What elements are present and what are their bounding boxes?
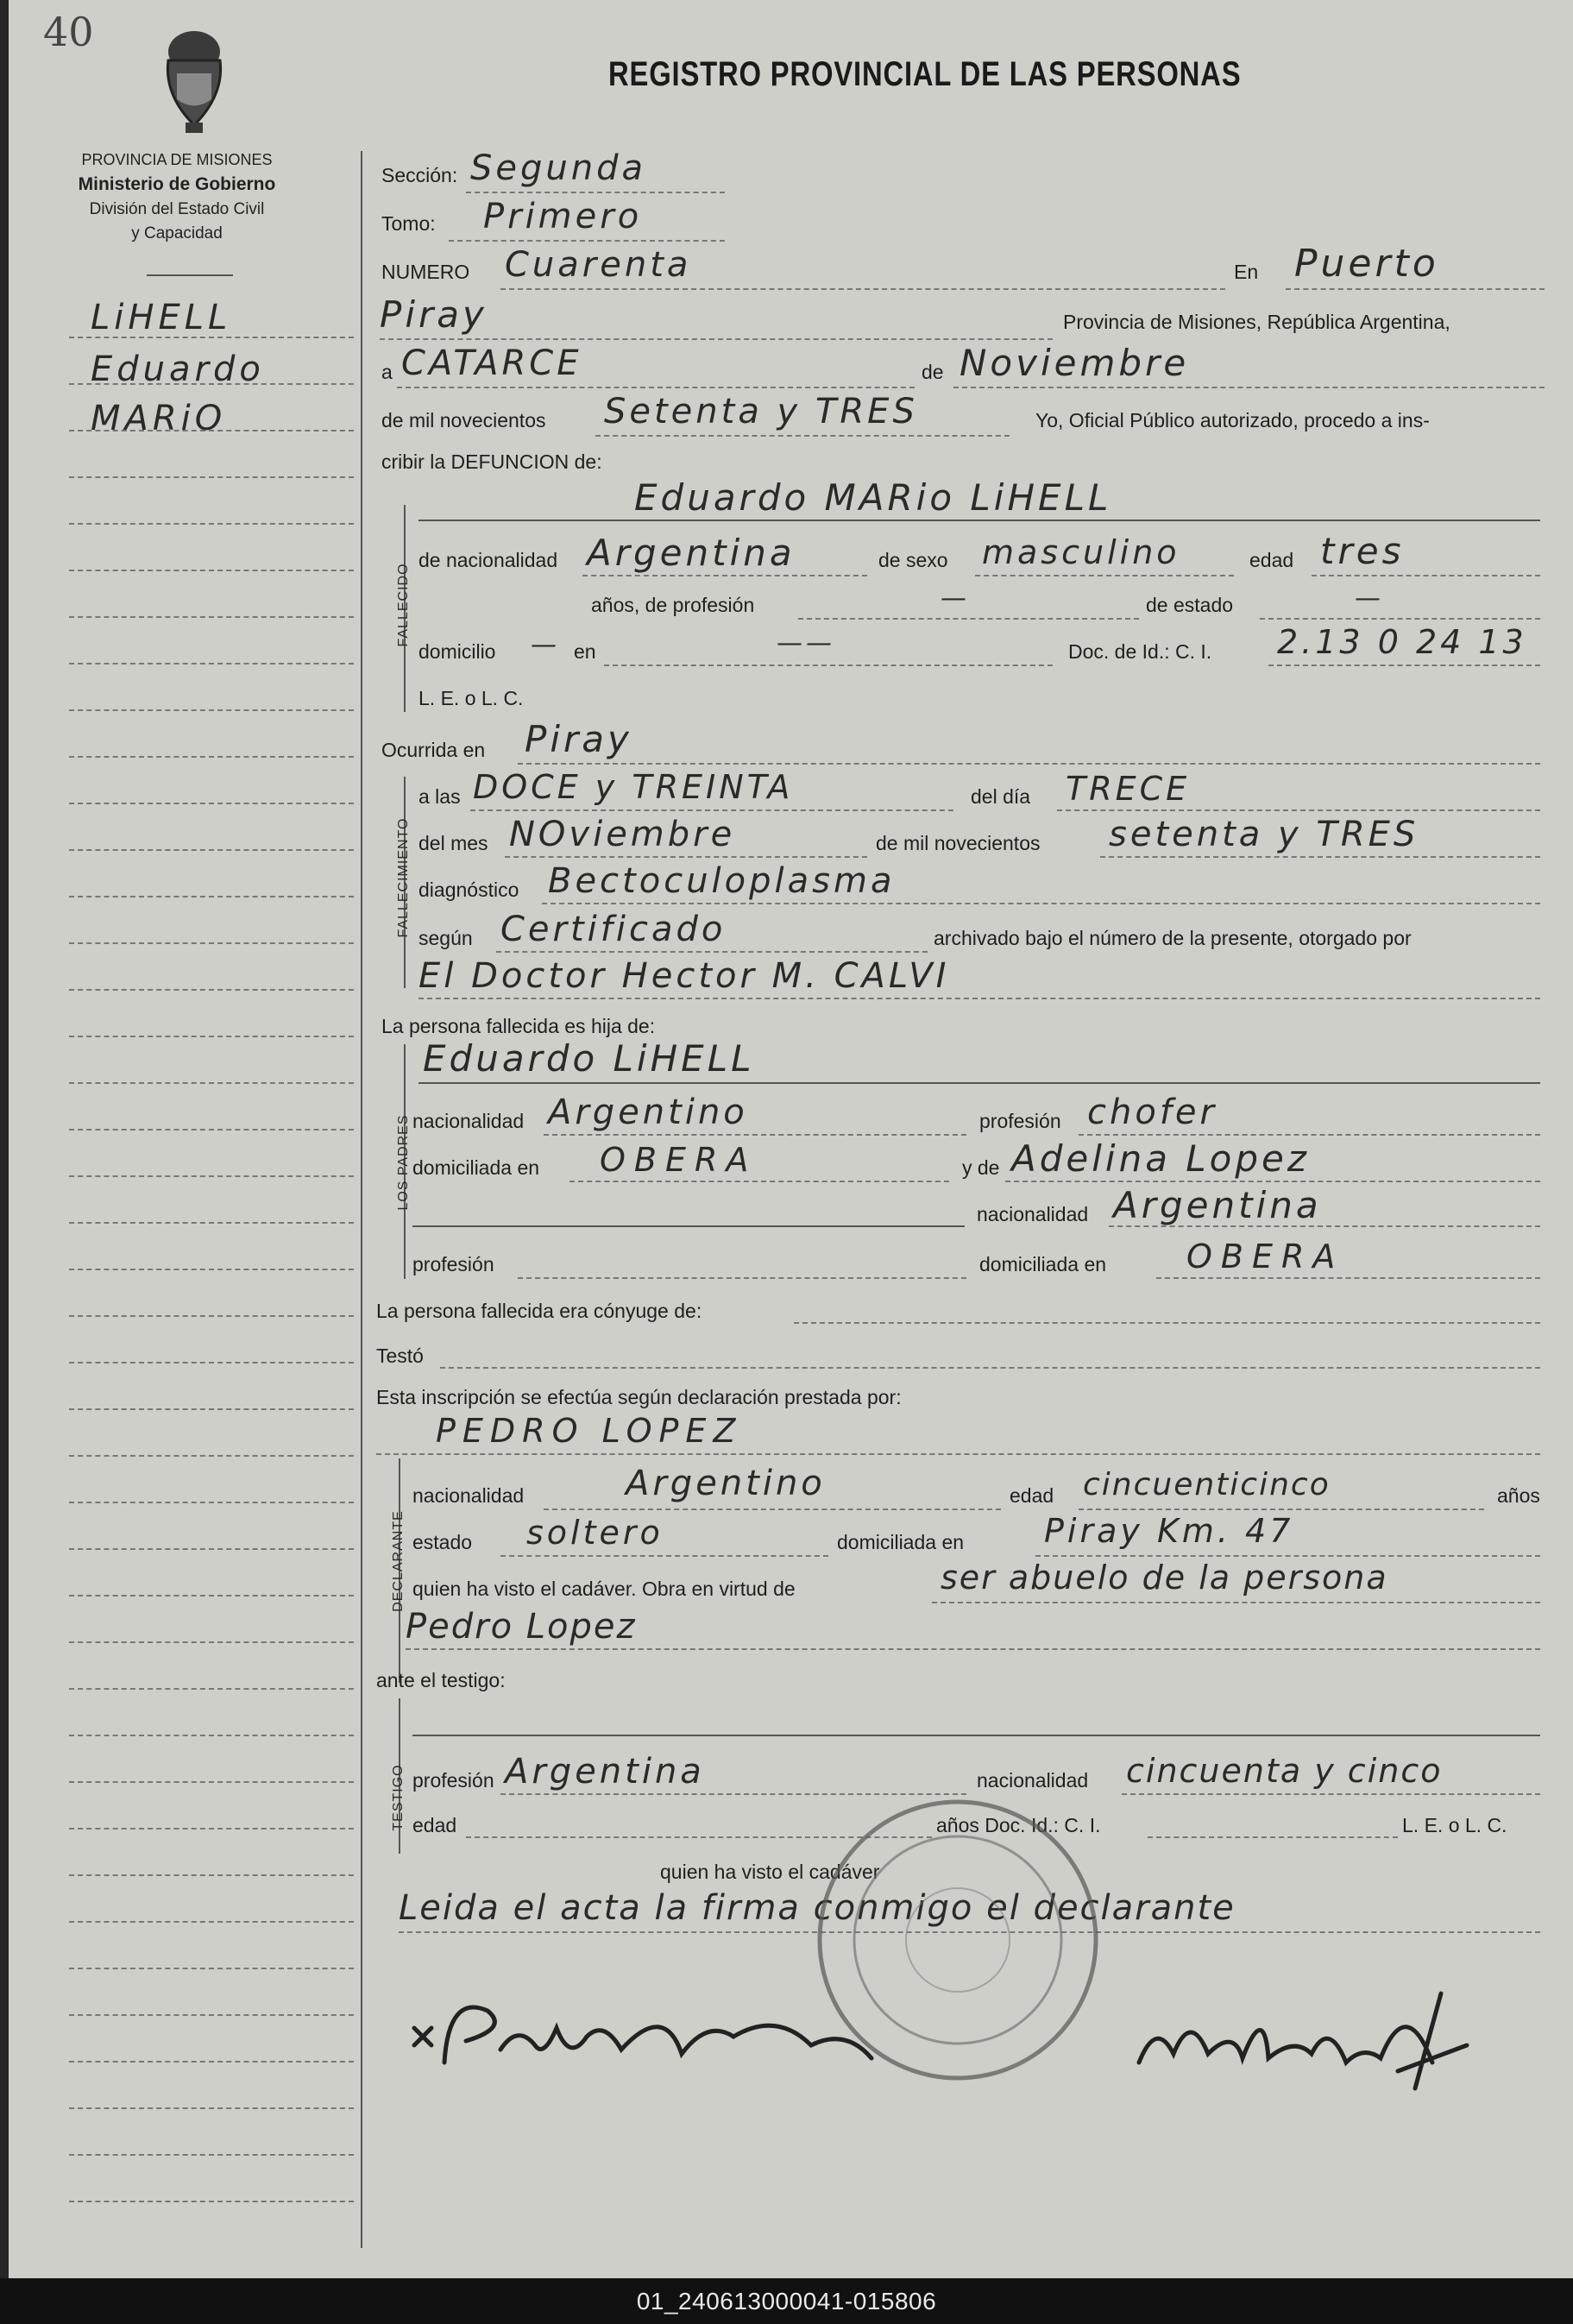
margin-rule <box>69 942 354 944</box>
margin-rule <box>69 616 354 618</box>
value-madre-nacionalidad: Argentina <box>1113 1184 1322 1226</box>
rule <box>798 618 1139 620</box>
rule <box>953 387 1545 388</box>
label-nacionalidad-testigo: nacionalidad <box>977 1769 1089 1792</box>
value-mes: Noviembre <box>960 342 1190 384</box>
value-seccion: Segunda <box>470 148 646 188</box>
coat-of-arms-icon <box>155 26 233 138</box>
value-domicilio: — <box>531 630 560 660</box>
value-declarante-firma-texto: Pedro Lopez <box>406 1607 637 1647</box>
margin-rule <box>69 1735 354 1736</box>
label-hija-de: La persona fallecida es hija de: <box>381 1015 656 1037</box>
label-de: de <box>922 361 944 383</box>
label-anos-profesion: años, de profesión <box>591 594 755 616</box>
label-le-lc-testigo: L. E. o L. C. <box>1402 1814 1507 1836</box>
label-a: a <box>381 361 393 383</box>
label-conyuge: La persona fallecida era cónyuge de: <box>376 1300 702 1322</box>
rule <box>412 1225 965 1227</box>
rule <box>496 951 928 953</box>
label-del-dia: del día <box>971 785 1031 808</box>
scan-edge <box>0 0 9 2278</box>
value-hora: DOCE y TREINTA <box>473 768 794 806</box>
value-fallecido: Eduardo MARio LiHELL <box>634 476 1112 519</box>
margin-rule <box>69 1222 354 1224</box>
rule <box>418 1082 1540 1084</box>
rule <box>1148 1836 1398 1838</box>
label-provincia: Provincia de Misiones, República Argentina, <box>1063 311 1450 333</box>
label-de-mil: de mil novecientos <box>381 409 546 431</box>
label-domiciliada-declarante: domiciliada en <box>837 1531 965 1553</box>
label-edad: edad <box>1249 549 1294 571</box>
rule <box>794 1322 1540 1324</box>
label-numero: NUMERO <box>381 261 470 283</box>
rule <box>1079 1508 1484 1510</box>
margin-rule <box>69 1968 354 1969</box>
value-lugar2: Piray <box>380 293 488 336</box>
rule <box>1122 1793 1540 1795</box>
label-a-las: a las <box>418 785 461 808</box>
margin-rule <box>69 1921 354 1923</box>
label-yo-oficial: Yo, Oficial Público autorizado, procedo a ins- <box>1035 409 1430 431</box>
label-anos-doc: años Doc. Id.: C. I. <box>936 1814 1101 1836</box>
section-label-testigo: TESTIGO <box>391 1764 406 1831</box>
margin-name-line2: Eduardo <box>91 350 265 389</box>
label-del-mes: del mes <box>418 832 488 854</box>
margin-rule <box>69 2201 354 2202</box>
value-profesion: — <box>941 583 970 614</box>
label-edad-testigo: edad <box>412 1814 457 1836</box>
section-label-padres: LOS PADRES <box>396 1114 411 1211</box>
rule <box>542 903 1540 904</box>
margin-rule <box>69 1781 354 1783</box>
label-cribir: cribir la DEFUNCION de: <box>381 450 602 473</box>
rule <box>518 1277 966 1279</box>
value-padre-domicilio: OBERA <box>600 1141 758 1179</box>
rule <box>1156 1277 1540 1279</box>
label-le-lc: L. E. o L. C. <box>418 687 524 709</box>
margin-rule <box>69 1269 354 1270</box>
rule <box>1100 856 1540 858</box>
ministry-line2: Ministerio de Gobierno <box>78 174 276 194</box>
label-doc-id: Doc. de Id.: C. I. <box>1068 640 1212 663</box>
value-segun: Certificado <box>500 910 727 949</box>
label-estado-declarante: estado <box>412 1531 473 1553</box>
label-inscripcion: Esta inscripción se efectúa según declaración prestada por: <box>376 1386 902 1408</box>
value-anio-fall: setenta y TRES <box>1109 815 1419 854</box>
value-diagnostico: Bectoculoplasma <box>548 861 896 901</box>
label-quien-visto-testigo: quien ha visto el cadáver <box>660 1861 880 1883</box>
value-dia-num: TRECE <box>1066 770 1191 808</box>
margin-rule <box>69 1082 354 1084</box>
label-domiciliada-padre: domiciliada en <box>412 1156 540 1179</box>
value-mes-fall: NOviembre <box>509 815 736 854</box>
rule <box>397 387 915 388</box>
margin-rule <box>69 2154 354 2156</box>
ministry-rule <box>147 274 233 276</box>
margin-rule <box>69 803 354 804</box>
section-label-declarante: DECLARANTE <box>391 1510 406 1612</box>
value-padre-nacionalidad: Argentino <box>548 1093 748 1132</box>
page-number: 40 <box>43 9 94 55</box>
rule <box>1079 1134 1540 1136</box>
label-edad-declarante: edad <box>1010 1484 1054 1507</box>
value-declarante: PEDRO LOPEZ <box>436 1412 743 1450</box>
value-numero: Cuarenta <box>505 245 692 285</box>
rule <box>380 338 1053 340</box>
margin-rule <box>69 849 354 851</box>
label-domicilio: domicilio <box>418 640 496 663</box>
margin-name-line1: LiHELL <box>91 298 232 337</box>
value-lugar1: Puerto <box>1294 242 1439 286</box>
rule <box>418 520 1540 521</box>
value-dia: CATARCE <box>401 343 582 383</box>
label-ante-testigo: ante el testigo: <box>376 1669 506 1691</box>
rule <box>544 1508 1001 1510</box>
rule <box>470 809 953 811</box>
margin-rule <box>69 476 354 478</box>
rule <box>975 575 1234 576</box>
value-ocurrida: Piray <box>525 718 632 760</box>
value-obra: ser abuelo de la persona <box>941 1559 1388 1597</box>
section-label-fallecido: FALLECIDO <box>396 563 411 647</box>
label-diagnostico: diagnóstico <box>418 879 519 901</box>
margin-rule <box>69 989 354 991</box>
value-madre: Adelina Lopez <box>1011 1137 1310 1180</box>
label-de-mil-2: de mil novecientos <box>876 832 1041 854</box>
margin-rule <box>69 523 354 525</box>
value-padre: Eduardo LiHELL <box>423 1037 755 1080</box>
margin-divider <box>361 151 362 2248</box>
rule <box>449 240 725 242</box>
value-domicilio-en: —— <box>777 628 835 658</box>
margin-rule <box>69 1595 354 1597</box>
rule <box>406 1648 1540 1650</box>
rule <box>500 288 1225 290</box>
value-madre-domicilio: OBERA <box>1186 1238 1344 1275</box>
margin-rule <box>69 1641 354 1643</box>
value-doc: 2.13 0 24 13 <box>1277 623 1527 661</box>
label-segun: según <box>418 927 473 949</box>
rule <box>1268 664 1540 666</box>
rule <box>1035 1555 1540 1557</box>
label-de-estado: de estado <box>1146 594 1234 616</box>
label-en: En <box>1234 261 1259 283</box>
value-edad: tres <box>1320 530 1405 572</box>
margin-name-line3: MARiO <box>91 399 227 438</box>
label-quien-visto: quien ha visto el cadáver. Obra en virtud de <box>412 1578 796 1600</box>
rule <box>1286 288 1545 290</box>
ministry-line4: y Capacidad <box>131 224 223 242</box>
value-declarante-nacionalidad: Argentino <box>626 1464 826 1503</box>
rule <box>412 1735 1540 1736</box>
rule <box>1109 1225 1540 1227</box>
section-label-fallecimiento: FALLECIMIENTO <box>396 817 411 938</box>
label-nacionalidad: de nacionalidad <box>418 549 558 571</box>
value-padre-profesion: chofer <box>1087 1093 1218 1132</box>
value-medico: El Doctor Hector M. CALVI <box>418 956 950 996</box>
margin-rule <box>69 896 354 897</box>
rule <box>569 1181 949 1182</box>
margin-rule <box>69 1455 354 1457</box>
rule <box>376 1453 1540 1455</box>
margin-rule <box>69 2014 354 2016</box>
label-nacionalidad-madre: nacionalidad <box>977 1203 1089 1225</box>
margin-rule <box>69 1408 354 1410</box>
rule <box>440 1367 1540 1369</box>
margin-rule <box>69 1688 354 1690</box>
value-leida: Leida el acta la firma conmigo el declarante <box>399 1888 1236 1928</box>
value-testigo-profesion: Argentina <box>505 1752 705 1792</box>
ministry-line1: PROVINCIA DE MISIONES <box>81 151 273 168</box>
margin-rule <box>69 570 354 571</box>
label-testo: Testó <box>376 1345 424 1367</box>
ministry-line3: División del Estado Civil <box>89 200 265 218</box>
margin-rule <box>69 1175 354 1177</box>
rule <box>1005 1181 1540 1182</box>
rule <box>595 435 1010 437</box>
rule <box>1312 575 1540 576</box>
value-testigo-nacionalidad: cincuenta y cinco <box>1126 1752 1443 1790</box>
rule <box>500 1555 828 1557</box>
rule <box>505 856 867 858</box>
margin-rule <box>69 2061 354 2063</box>
rule <box>604 664 1053 666</box>
value-declarante-estado: soltero <box>526 1514 664 1552</box>
label-profesion-padre: profesión <box>979 1110 1061 1132</box>
label-domicilio-en: en <box>574 640 596 663</box>
label-seccion: Sección: <box>381 164 458 186</box>
page-title: REGISTRO PROVINCIAL DE LAS PERSONAS <box>608 55 1242 93</box>
rule <box>418 998 1540 999</box>
margin-rule <box>69 2107 354 2109</box>
margin-rule <box>69 1874 354 1876</box>
rule <box>466 192 725 193</box>
margin-rule <box>69 709 354 711</box>
signature-oficial <box>1122 1959 1484 2106</box>
value-nacionalidad: Argentina <box>587 532 796 574</box>
value-sexo: masculino <box>982 533 1180 571</box>
margin-rule <box>69 1362 354 1364</box>
signature-declarante <box>406 1976 889 2106</box>
label-profesion-testigo: profesión <box>412 1769 494 1792</box>
label-profesion-madre: profesión <box>412 1253 494 1275</box>
margin-rule <box>69 1129 354 1131</box>
value-declarante-edad: cincuenticinco <box>1083 1467 1331 1502</box>
rule <box>1057 809 1540 811</box>
rule <box>932 1602 1540 1603</box>
value-tomo: Primero <box>483 197 643 236</box>
label-nacionalidad-declarante: nacionalidad <box>412 1484 525 1507</box>
image-id-bar: 01_240613000041-015806 <box>0 2278 1573 2324</box>
value-estado: — <box>1355 583 1384 614</box>
margin-rule <box>69 756 354 758</box>
value-anio: Setenta y TRES <box>604 392 918 431</box>
label-nacionalidad-padre: nacionalidad <box>412 1110 525 1132</box>
margin-rule <box>69 1036 354 1037</box>
margin-rule <box>69 663 354 664</box>
label-anos: años <box>1497 1484 1540 1507</box>
label-tomo: Tomo: <box>381 212 436 235</box>
margin-rule <box>69 1828 354 1830</box>
label-sexo: de sexo <box>878 549 948 571</box>
label-domiciliada-madre: domiciliada en <box>979 1253 1107 1275</box>
label-y-de: y de <box>962 1156 1000 1179</box>
label-ocurrida: Ocurrida en <box>381 739 486 761</box>
rule <box>582 575 867 576</box>
rule <box>544 1134 966 1136</box>
margin-rule <box>69 1315 354 1317</box>
value-declarante-domicilio: Piray Km. 47 <box>1044 1512 1294 1550</box>
rule <box>1260 618 1540 620</box>
margin-rule <box>69 1502 354 1503</box>
rule <box>518 763 1540 765</box>
label-archivado: archivado bajo el número de la presente, otorgado por <box>934 927 1412 949</box>
margin-rule <box>69 1548 354 1550</box>
